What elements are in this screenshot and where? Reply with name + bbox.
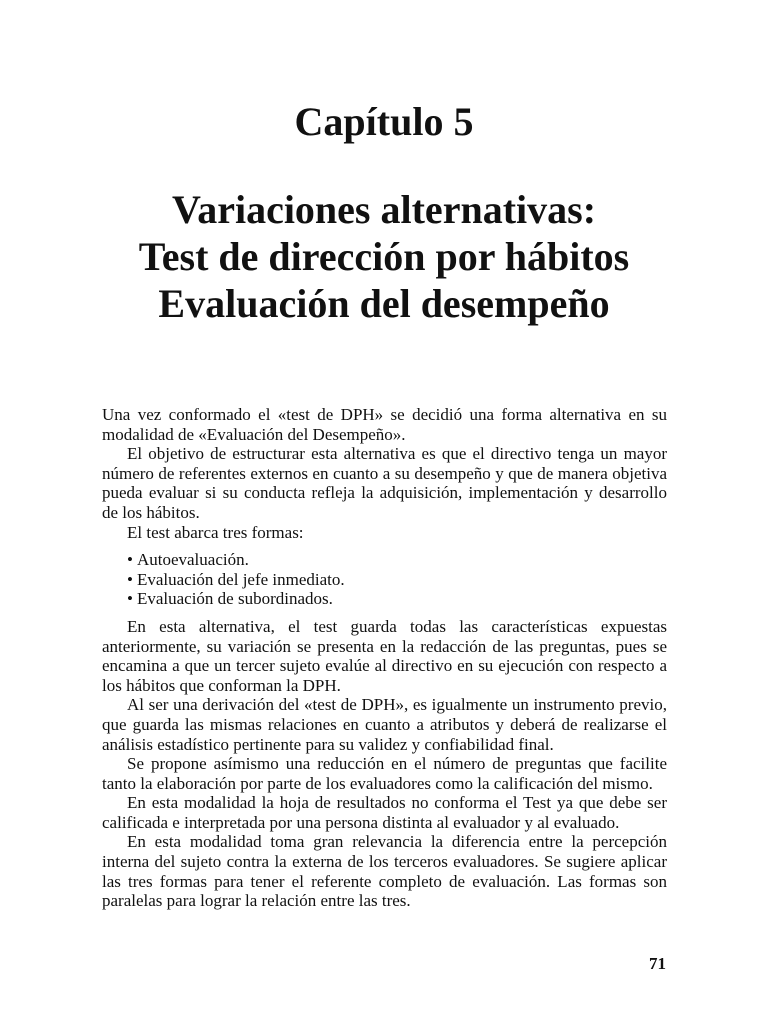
forms-list	[127, 550, 667, 609]
body-paragraph: Se propone asímismo una reducción en el número de preguntas que facilite tanto la elaboración por parte de los evaluadores como la calificación del mismo.	[102, 754, 667, 793]
chapter-number: Capítulo 5	[294, 99, 474, 144]
list-item: • Evaluación de subordinados.	[127, 589, 667, 609]
body-paragraph: Al ser una derivación del «test de DPH», es igualmente un instrumento previo, que guarda las mismas relaciones en cuanto a atributos y deberá de realizarse el análisis estadístico pertinente para su validez y confiabilidad final.	[102, 695, 667, 754]
chapter-title-line: Variaciones alternativas:	[171, 187, 597, 232]
intro-paragraph: Una vez conformado el «test de DPH» se decidió una forma alternativa en su modalidad de «Evaluación del Desempeño».	[102, 405, 667, 444]
body-paragraph: En esta modalidad la hoja de resultados no conforma el Test ya que debe ser calificada e interpretada por una persona distinta al evaluador y al evaluado.	[102, 793, 667, 832]
chapter-title-line: Evaluación del desempeño	[158, 281, 610, 326]
objective-paragraph: El objetivo de estructurar esta alternativa es que el directivo tenga un mayor número de referentes externos en cuanto a su desempeño y que de manera objetiva pueda evaluar si su conducta refleja la adquisición, implementación y desarrollo de los hábitos.	[102, 444, 667, 522]
body-text	[102, 405, 667, 911]
page-number: 71	[649, 954, 666, 973]
chapter-title	[0, 186, 768, 327]
list-item: • Evaluación del jefe inmediato.	[127, 570, 667, 590]
list-item: • Autoevaluación.	[127, 550, 667, 570]
body-paragraph: En esta modalidad toma gran relevancia la diferencia entre la percepción interna del sujeto contra la externa de los terceros evaluadores. Se sugiere aplicar las tres formas para tener el referente completo de evaluación. Las formas son paralelas para lograr la relación entre las tres.	[102, 832, 667, 911]
body-paragraph: En esta alternativa, el test guarda todas las características expuestas anteriormente, su variación se presenta en la redacción de las preguntas, pues se encamina a que un tercer sujeto evalúe al directivo en su ejecución con respecto a los hábitos que conforman la DPH.	[102, 616, 667, 695]
chapter-title-line: Test de dirección por hábitos	[138, 234, 630, 279]
forms-intro-paragraph: El test abarca tres formas:	[127, 522, 304, 542]
